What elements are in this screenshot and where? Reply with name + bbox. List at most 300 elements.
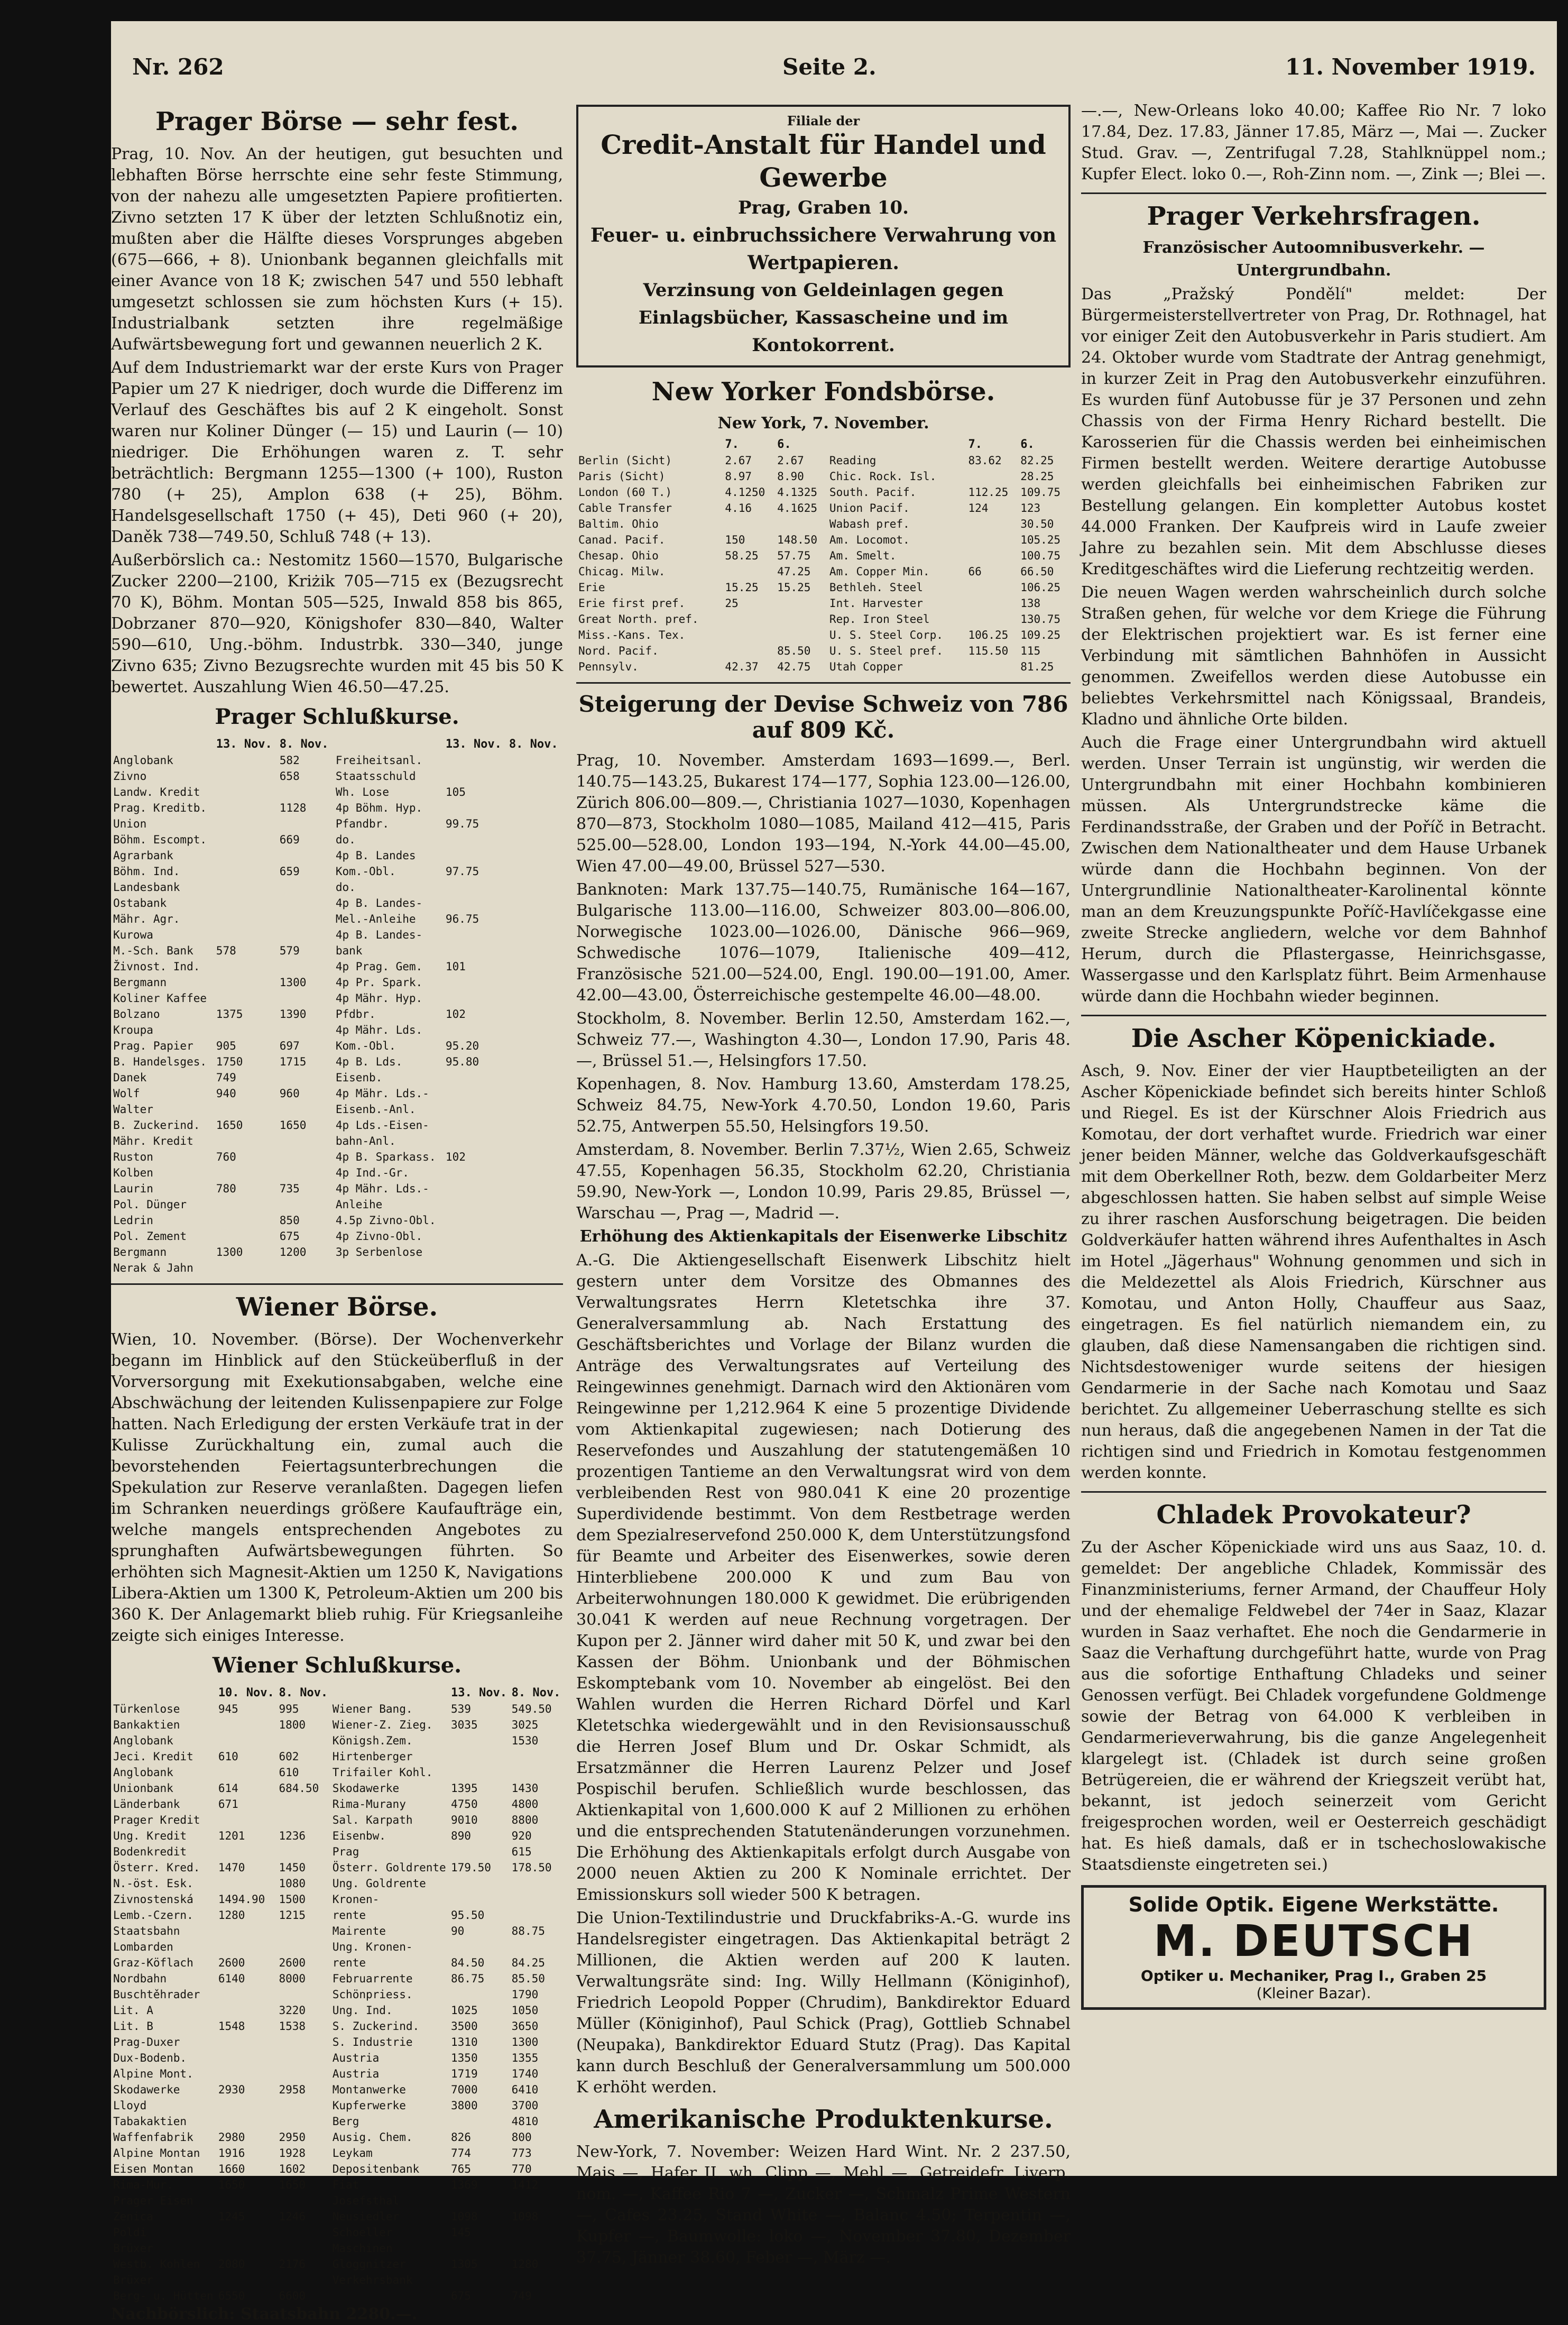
table-cell: rente — [332, 1909, 366, 1922]
table-cell: 3035 — [451, 1719, 478, 1731]
prag-kurs-row — [111, 1260, 563, 1276]
table-cell: Lit. A — [113, 2004, 153, 2017]
table-cell: 671 — [218, 1798, 238, 1811]
table-cell — [507, 879, 563, 895]
table-cell: Depositenbank — [332, 2163, 420, 2175]
table-cell: 800 — [511, 2131, 532, 2144]
table-cell: 850 — [279, 1214, 300, 1227]
table-cell — [276, 2098, 330, 2113]
table-cell — [216, 2050, 277, 2066]
table-cell: 15.25 — [777, 581, 811, 594]
table-cell: Bolzano — [113, 1008, 160, 1021]
table-cell — [214, 800, 278, 816]
table-cell: 4p Pr. Spark. — [335, 976, 423, 989]
table-cell: Paris (Sicht) — [578, 470, 666, 483]
table-cell — [507, 911, 563, 927]
ad-optiker-location: (Kleiner Bazar). — [1256, 1984, 1371, 2002]
prag-kurs-row — [111, 1038, 563, 1054]
table-cell — [444, 927, 507, 943]
table-cell: 1602 — [279, 2163, 306, 2175]
table-cell: 97.75 — [445, 865, 479, 878]
table-cell: Waffenfabrik — [113, 2131, 193, 2144]
prag-kurs-row — [111, 800, 563, 816]
table-cell: 4p Ind.-Gr. — [335, 1166, 409, 1179]
table-cell: Februarrente — [332, 1972, 413, 1985]
table-cell — [214, 1260, 278, 1276]
table-cell: Ung. Ind. — [332, 2004, 393, 2017]
table-cell — [216, 2002, 277, 2018]
table-cell: 1280 — [218, 1909, 245, 1922]
table-cell: 826 — [451, 2131, 471, 2144]
table-cell: 25 — [725, 597, 739, 610]
table-cell — [216, 1939, 277, 1955]
table-cell: 890 — [451, 1830, 471, 1842]
ny-quote-row — [576, 468, 1071, 484]
table-cell: Am. Locomot. — [829, 534, 910, 546]
table-cell: do. — [335, 881, 356, 894]
table-cell — [449, 1891, 510, 1907]
table-cell: Prag — [332, 1845, 359, 1858]
wien-kurs-row — [111, 2145, 563, 2161]
table-cell: Eisen Montan — [113, 2163, 193, 2175]
table-cell: Miss.-Kans. Tex. — [578, 629, 686, 641]
table-cell — [507, 1101, 563, 1117]
table-cell: Reading — [829, 454, 877, 467]
table-cell: 1494.90 — [218, 1893, 265, 1906]
table-cell — [507, 895, 563, 911]
table-cell — [507, 927, 563, 943]
table-cell: Rep. Iron Steel — [829, 613, 930, 626]
table-cell — [276, 1923, 330, 1939]
verkehrsfragen-paragraph-3: Auch die Frage einer Untergrundbahn wird aktuell werden. Unser Terrain ist ungünstig, wir werden die Untergrundbahn mit einer Hochbahn kombinieren müssen. Als Untergrundstrecke käme die Ferdinandsstraße, der Graben und der Poříč in Betracht. Zwischen dem Nationaltheater und dem Hause Urbanek würde dann die Hochbahn beginnen. Von der Untergrundlinie Nationaltheater-Karolinental könnte man an dem Kreuzungspunkte Poříč-Havlíčekgasse eine zweite Strecke angliedern, welche vor dem Bahnhof Herum, durch die Pflastergasse, Heinrichsgasse, Wassergasse und den Karlsplatz führt. Beim Armenhause würde dann die Hochbahn wieder beginnen. — [1081, 733, 1546, 1006]
wien-kurs-row — [111, 1891, 563, 1907]
table-cell: 774 — [451, 2147, 471, 2159]
table-cell: Canad. Pacif. — [578, 534, 666, 546]
table-cell: Pol. Zement — [113, 1230, 187, 1243]
prag-kurs-row — [111, 975, 563, 990]
table-cell: 659 — [279, 865, 300, 878]
table-cell: Mairente — [332, 1925, 386, 1937]
table-cell — [216, 2240, 277, 2256]
table-cell — [278, 1070, 334, 1086]
table-cell — [214, 975, 278, 990]
table-cell: 3220 — [279, 2004, 306, 2017]
wiener-schlusskurse-heading: Wiener Schlußkurse. — [212, 1653, 462, 1678]
table-header-cell — [330, 1685, 449, 1701]
table-header-cell: 8. Nov. — [279, 738, 329, 751]
prag-kurs-row — [111, 1181, 563, 1197]
table-cell — [276, 1939, 330, 1955]
table-cell — [444, 1086, 507, 1101]
wien-kurs-row — [111, 2050, 563, 2066]
table-cell — [216, 2098, 277, 2113]
table-cell — [278, 895, 334, 911]
table-cell: 1719 — [451, 2067, 478, 2080]
table-cell: 6550 — [218, 2290, 245, 2302]
table-cell: 669 — [279, 833, 300, 846]
table-cell: 109.75 — [1020, 486, 1061, 499]
table-cell: 1928 — [279, 2147, 306, 2159]
table-cell: 1098 — [511, 2210, 539, 2223]
table-cell: Schönpriess. — [332, 1988, 413, 2001]
table-cell: 30.50 — [1020, 518, 1054, 530]
wien-kurs-row — [111, 1860, 563, 1876]
table-cell: 84.50 — [451, 1956, 485, 1969]
table-cell: 773 — [511, 2147, 532, 2159]
table-cell — [449, 2272, 510, 2288]
table-cell: S. Zuckerind. — [332, 2020, 420, 2033]
table-cell — [276, 2193, 330, 2209]
table-cell — [723, 627, 775, 643]
table-cell — [775, 627, 827, 643]
table-cell: 1530 — [511, 1734, 539, 1747]
table-cell: 58.25 — [725, 549, 759, 562]
prag-kurs-row — [111, 768, 563, 784]
prag-kurs-row — [111, 943, 563, 959]
table-cell — [278, 1165, 334, 1181]
ascher-koepenickiade-paragraph: Asch, 9. Nov. Einer der vier Hauptbeteiligten an der Ascher Köpenickiade befindet sich bereits hinter Schloß und Riegel. Es ist der Kürschner Alois Friedrich aus Komotau, der dort verhaftet wurde. Friedrich war einer jener beiden Männer, welche das Goldverkaufsgeschäft mit dem Oberkellner Roth, bezw. dem Goldarbeiter Merz abgeschlossen hatten. Sie haben selbst auf simple Weise zu ihrer raschen Ausforschung beigetragen. Die beiden Goldverkäufer hatten während ihres Aufenthaltes in Asch im Hotel „Jägerhaus" Wohnung genommen und sich in die Meldezettel als Alois Friedrich, Kürschner aus Komotau, und Anton Holly, Chauffeur aus Saaz, eingetragen. Es fiel natürlich niemandem ein, zu glauben, daß diese Namensangaben die richtigen sind. Nichtsdestoweniger wurde seitens der hiesigen Gendarmerie in der Sache nach Komotau und Saaz berichtet. Zu allgemeiner Ueberraschung stellte es sich nun heraus, daß die angegebenen Namen in der Tat die richtigen sind und Friedrich in Komotau festgenommen werden konnte. — [1081, 1062, 1546, 1482]
table-cell: 579 — [279, 944, 300, 957]
table-cell: Zivnostenská — [113, 1893, 193, 1906]
table-cell — [214, 879, 278, 895]
table-cell: 1280 — [511, 2258, 539, 2271]
table-header-cell — [111, 737, 214, 752]
ny-quote-row — [576, 453, 1071, 468]
prag-kurs-row — [111, 1149, 563, 1165]
table-cell — [278, 879, 334, 895]
column-middle — [576, 100, 1071, 2267]
table-cell: 1390 — [279, 1008, 307, 1021]
table-cell: 549.50 — [511, 1703, 552, 1715]
table-cell: 2930 — [218, 2083, 245, 2096]
table-cell — [276, 1844, 330, 1860]
table-cell — [214, 990, 278, 1006]
table-cell: 1715 — [279, 1055, 307, 1068]
table-cell: Pfdbr. — [335, 1008, 376, 1021]
table-cell: Österr. Kred. — [113, 1861, 200, 1874]
table-cell — [444, 879, 507, 895]
table-cell: 106.25 — [1020, 581, 1061, 594]
table-cell — [444, 1117, 507, 1133]
table-cell — [216, 1765, 277, 1780]
table-cell: Anglobank — [113, 1766, 173, 1779]
table-cell — [444, 752, 507, 768]
table-cell: 2080 — [218, 2258, 245, 2271]
table-cell: Eisenb.-Anl. — [335, 1103, 416, 1116]
devise-paragraph-2: Banknoten: Mark 137.75—140.75, Rumänische 164—167, Bulgarische 113.00—116.00, Schweizer 803.00—806.00, Norwegische 1023.00—1026.00, Dänische 966—969, Schwedische 1076—1079, Italienische 409—412, Französische 521.00—524.00, Engl. 190.00—191.00, Amer. 42.00—43.00, Österreichische gestempelte 46.00—48.00. — [576, 880, 1071, 1005]
wien-kurs-row — [111, 1987, 563, 2002]
table-cell — [444, 1133, 507, 1149]
table-cell — [507, 1212, 563, 1228]
prag-boerse-heading: Prager Börse — sehr fest. — [155, 107, 519, 136]
table-cell — [444, 848, 507, 863]
table-cell: Gloggnitzer — [332, 2258, 406, 2271]
table-cell: Verkehrsbank — [332, 2274, 413, 2286]
prag-kurs-row — [111, 990, 563, 1006]
table-cell — [444, 1197, 507, 1212]
table-cell: 765 — [451, 2163, 471, 2175]
table-cell: Ausig. Chem. — [332, 2131, 413, 2144]
table-cell: 1246 — [279, 2210, 306, 2223]
table-cell: 112.25 — [968, 486, 1009, 499]
table-cell: Kom.-Obl. — [335, 865, 396, 878]
table-cell — [216, 1717, 277, 1733]
ny-quote-row — [576, 643, 1071, 659]
table-cell: 2950 — [279, 2131, 306, 2144]
table-cell — [216, 1733, 277, 1749]
table-cell: Pfandbr. — [335, 817, 389, 830]
table-cell: 3650 — [511, 2020, 539, 2033]
table-cell: Chic. Rock. Isl. — [829, 470, 937, 483]
table-cell: 81.25 — [1020, 660, 1054, 673]
deutsch-optiker-advertisement — [1081, 1885, 1546, 2010]
table-cell: 66 — [968, 565, 982, 578]
table-cell — [444, 1260, 507, 1276]
chladek-heading: Chladek Provokateur? — [1156, 1500, 1471, 1530]
table-cell — [216, 2113, 277, 2129]
divider — [111, 1283, 563, 1285]
table-cell: 675 — [279, 1230, 300, 1243]
table-cell: 130.75 — [1020, 613, 1061, 626]
divider — [1081, 192, 1546, 194]
table-cell: Maschinen — [332, 2242, 393, 2255]
prag-kurs-row — [111, 1054, 563, 1070]
table-cell — [216, 2225, 277, 2240]
wien-kurs-row — [111, 1828, 563, 1844]
table-cell — [775, 516, 827, 532]
table-header-cell: 6. — [777, 438, 791, 451]
table-cell: 3800 — [451, 2099, 478, 2112]
table-cell: 8000 — [279, 1972, 306, 1985]
table-cell — [507, 1260, 563, 1276]
table-cell: 83.62 — [968, 454, 1002, 467]
table-cell — [278, 816, 334, 832]
table-cell: 1650 — [279, 2179, 306, 2191]
table-cell: 1300 — [511, 2036, 539, 2048]
table-cell: Staatsbahn — [113, 1925, 180, 1937]
table-cell: 2980 — [218, 2131, 245, 2144]
wien-kurs-row — [111, 1733, 563, 1749]
table-cell: Ledrin — [113, 1214, 153, 1227]
credit-anstalt-advertisement — [576, 105, 1071, 367]
table-cell: Walter — [113, 1103, 153, 1116]
table-cell — [216, 2034, 277, 2050]
ad-bank-name: Credit-Anstalt für Handel und Gewerbe — [601, 129, 1046, 193]
table-cell: Bethleh. Steel — [829, 581, 923, 594]
table-cell: 1128 — [279, 802, 307, 814]
table-cell: Landesbank — [113, 881, 180, 894]
table-cell: 150 — [725, 534, 745, 546]
table-cell — [507, 1006, 563, 1022]
table-cell — [507, 1149, 563, 1165]
table-cell — [507, 863, 563, 879]
table-cell — [216, 2193, 277, 2209]
table-cell: 2600 — [279, 1956, 306, 1969]
table-cell — [444, 1181, 507, 1197]
table-cell — [214, 816, 278, 832]
table-cell — [449, 1876, 510, 1891]
table-cell — [444, 1244, 507, 1260]
table-cell — [276, 1796, 330, 1812]
table-cell — [444, 1212, 507, 1228]
table-cell: 66.50 — [1020, 565, 1054, 578]
table-cell — [510, 1749, 563, 1765]
table-cell: Wiener Bang. — [332, 1703, 413, 1715]
table-cell: Alpine Mont. — [113, 2067, 193, 2080]
table-cell — [214, 1101, 278, 1117]
table-cell: Great North. pref. — [578, 613, 699, 626]
table-cell: Alpine Montan — [113, 2147, 200, 2159]
table-cell — [966, 595, 1018, 611]
table-cell: Am. Smelt. — [829, 549, 897, 562]
table-cell: 4p Mähr. Lds. — [335, 1024, 423, 1036]
table-cell — [278, 1149, 334, 1165]
table-cell: Kolben — [113, 1166, 153, 1179]
prag-kurs-row — [111, 1117, 563, 1133]
table-cell: 1310 — [451, 2036, 478, 2048]
table-cell: 4750 — [451, 1798, 478, 1811]
table-cell: Hirtenberger — [332, 1750, 413, 1763]
table-cell — [214, 895, 278, 911]
table-cell: 6140 — [218, 1972, 245, 1985]
table-cell: 1548 — [218, 2020, 245, 2033]
table-cell: 1660 — [218, 2163, 245, 2175]
verkehrsfragen-paragraph-1: Das „Pražský Pondělí" meldet: Der Bürgermeisterstellvertreter von Prag, Dr. Rothnagel, hat vor einiger Zeit den Autobusverkehr in Paris studiert. Am 24. Oktober wurde vom Stadtrate der Antrag genehmigt, in kurzer Zeit in Prag den Autobusverkehr einzuführen. Es wurden fünf Autobusse für je 37 Personen und zehn Chassis von der Firma Henry Richard bestellt. Die Karosserien für die Chassis werden bei einheimischen Firmen bestellt werden. Weitere derartige Autobusse werden gleichfalls bei einheimischen Fabriken zur Bestellung gelangen. Ein kompletter Autobus kostet 44.000 Franken. Der Kaufpreis wird in Laufe zweier Jahre zu bezahlen sein. Mit dem Abschlusse dieses Kreditgeschäftes wird die Lieferung rechtzeitig werden. — [1081, 285, 1546, 578]
table-cell — [449, 1765, 510, 1780]
table-cell — [214, 1228, 278, 1244]
prag-kurs-row — [111, 1101, 563, 1117]
wien-kurs-row — [111, 1780, 563, 1796]
table-cell — [214, 1197, 278, 1212]
table-cell — [214, 1212, 278, 1228]
table-cell: 95.20 — [445, 1040, 479, 1052]
table-cell: Montanwerke — [332, 2083, 406, 2096]
table-cell: 106.25 — [968, 629, 1009, 641]
table-cell: 3p Serbenlose — [335, 1246, 423, 1258]
table-cell: Türkenlose — [113, 1703, 180, 1715]
table-cell: 4p Mähr. Lds.- — [335, 1087, 429, 1100]
table-cell: 697 — [279, 1040, 300, 1052]
table-cell: 9010 — [451, 1814, 478, 1826]
page-number: Seite 2. — [782, 54, 877, 80]
table-cell — [507, 784, 563, 800]
table-cell: South. Pacif. — [829, 486, 917, 499]
table-cell — [510, 2193, 563, 2209]
table-cell: 4p Mähr. Lds.- — [335, 1182, 429, 1195]
column-left — [111, 100, 563, 2323]
table-cell: 115.50 — [968, 645, 1009, 657]
table-cell — [507, 1022, 563, 1038]
verkehrsfragen-paragraph-2: Die neuen Wagen werden wahrscheinlich durch solche Straßen gehen, für welche vor dem Kriege die Führung der Elektrischen projektiert war. Es ist ferner eine Verbindung mit sämtlichen Bahnhöfen in Aussicht genommen. Zweifellos werden diese Autobusse ein beliebtes Verkehrsmittel nach Königssaal, Brandeis, Kladno und ähnliche Orte bilden. — [1081, 583, 1546, 729]
prag-kurs-row — [111, 816, 563, 832]
table-cell — [444, 768, 507, 784]
prag-kurs-row — [111, 832, 563, 848]
wien-kurs-row — [111, 1939, 563, 1955]
ad-optiker-name: M. DEUTSCH — [1154, 1916, 1474, 1966]
table-cell — [214, 752, 278, 768]
divider — [1081, 1015, 1546, 1016]
table-cell: Eisenb. — [335, 1071, 383, 1084]
table-cell — [278, 1197, 334, 1212]
table-cell: Brüxer — [113, 2242, 153, 2255]
table-cell: 960 — [279, 1087, 300, 1100]
table-cell — [278, 911, 334, 927]
table-cell — [966, 516, 1018, 532]
table-cell: 1236 — [279, 1830, 306, 1842]
table-cell: 86.75 — [451, 1972, 485, 1985]
devise-paragraph-1: Prag, 10. November. Amsterdam 1693—1699.—, Berl. 140.75—143.25, Bukarest 174—177, Sophia 123.00—126.00, Zürich 806.00—809.—, Christiania 1027—1030, Kopenhagen 870—873, Stockholm 1080—1085, Mailand 412—415, Paris 525.00—528.00, London 193—194, N.-York 44.00—45.00, Wien 47.00—49.00, Brüssel 527—530. — [576, 751, 1071, 876]
table-cell — [510, 2240, 563, 2256]
table-cell: 4p B. Landes — [335, 849, 416, 862]
table-cell: Lemb.-Czern. — [113, 1909, 193, 1922]
table-cell: Prag. Kreditb. — [113, 802, 207, 814]
wien-kurs-row — [111, 2161, 563, 2177]
table-cell: Berg — [332, 2115, 359, 2128]
table-cell — [216, 1923, 277, 1939]
table-cell: Königsh.Zem. — [332, 1734, 413, 1747]
table-cell: Mähr. Agr. — [113, 913, 180, 925]
table-cell: Neusiedler — [332, 2210, 400, 2223]
table-cell: Poldi — [113, 2226, 147, 2239]
table-cell: 995 — [279, 1703, 299, 1715]
table-cell: 4p Böhm. Hyp. — [335, 802, 423, 814]
table-cell: 1025 — [451, 2004, 478, 2017]
table-cell: Josefsthal — [332, 2194, 400, 2207]
table-cell — [276, 2272, 330, 2288]
table-cell: U. S. Steel Corp. — [829, 629, 943, 641]
table-cell: Nerak & Jahn — [113, 1262, 193, 1274]
table-cell — [214, 1165, 278, 1181]
prag-kurs-row — [111, 784, 563, 800]
table-cell — [507, 1244, 563, 1260]
table-cell: 1500 — [279, 1893, 306, 1906]
table-cell — [449, 2193, 510, 2209]
prag-kurs-row — [111, 1212, 563, 1228]
table-cell — [966, 611, 1018, 627]
table-cell: 42.37 — [725, 660, 759, 673]
table-cell — [278, 959, 334, 975]
wien-kurs-row — [111, 2177, 563, 2193]
table-cell: Ostabank — [113, 897, 167, 909]
table-cell: 2600 — [218, 1956, 245, 1969]
table-cell: 615 — [511, 1845, 532, 1858]
table-cell — [507, 943, 563, 959]
wien-kurs-row — [111, 2288, 563, 2304]
table-cell: Westb. Kohlen — [113, 2258, 200, 2271]
table-cell: Staatsschuld — [335, 770, 416, 783]
amerikanische-produktenkurse-paragraph: New-York, 7. November: Weizen Hard Wint. Nr. 2 237.50, Mais —, Hafer II. wh. Clipp —, Mehl —, Getreidefr. Liverp. nom. —, Kaffee Rio 7 —, Zucker —, Schmalz Prime Western —, Cafes 23.25, Stand White —, Balanc 4.50; Terpentin —, Kupfer —, Baumwolle: loko —, November 37.80, Dezember 37.75, Jänner 38.60, Feber —, März —. — [576, 2143, 1071, 2267]
prag-boerse-paragraph-3: Außerbörslich ca.: Nestomitz 1560—1570, Bulgarische Zucker 2200—2100, Kriżik 705—715 ex (Bezugsrecht 70 K), Böhm. Montan 505—525, Inwald 858 bis 865, Dobrzaner 870—920, Königshofer 830—840, Walter 590—610, Ung.-böhm. Industrbk. 330—340, junge Zivno 635; Zivno Bezugsrechte wurden mit 45 bis 50 K bewertet. Auszahlung Wien 46.50—47.25. — [111, 551, 563, 696]
table-cell: Erie — [578, 581, 605, 594]
table-cell — [278, 848, 334, 863]
table-cell: Wiener-Z. Zieg. — [332, 1719, 433, 1731]
table-cell — [278, 1133, 334, 1149]
prag-boerse-paragraph-2: Auf dem Industriemarkt war der erste Kurs von Prager Papier um 27 K niedriger, doch wurde die Differenz im Verlauf des Geschäftes bis auf 2 K eingeholt. Sonst waren nur Koliner Dünger (— 15) und Laurin (— 10) niedriger. Die Erhöhungen waren z. T. sehr beträchtlich: Bergmann 1255—1300 (+ 100), Ruston 780 (+ 25), Amplon 638 (+ 25), Böhm. Handelsgesellschaft 1750 (+ 45), Deti 960 (+ 20), Daněk 738—749.50, Schluß 748 (+ 13). — [111, 359, 563, 546]
table-cell: 1430 — [511, 1782, 539, 1795]
table-cell — [216, 1987, 277, 2002]
table-cell: rente — [332, 1956, 366, 1969]
table-cell: Leykam — [332, 2147, 373, 2159]
table-cell — [507, 800, 563, 816]
table-cell: 684.50 — [279, 1782, 319, 1795]
table-cell: 1395 — [451, 1782, 478, 1795]
table-cell — [216, 1876, 277, 1891]
table-cell: 1215 — [279, 1909, 306, 1922]
devise-schweiz-heading: Steigerung der Devise Schweiz von 786 auf 809 Kč. — [578, 691, 1068, 743]
table-cell — [276, 2240, 330, 2256]
wien-kurs-row — [111, 2018, 563, 2034]
table-cell: Kupferwerke — [332, 2099, 406, 2112]
